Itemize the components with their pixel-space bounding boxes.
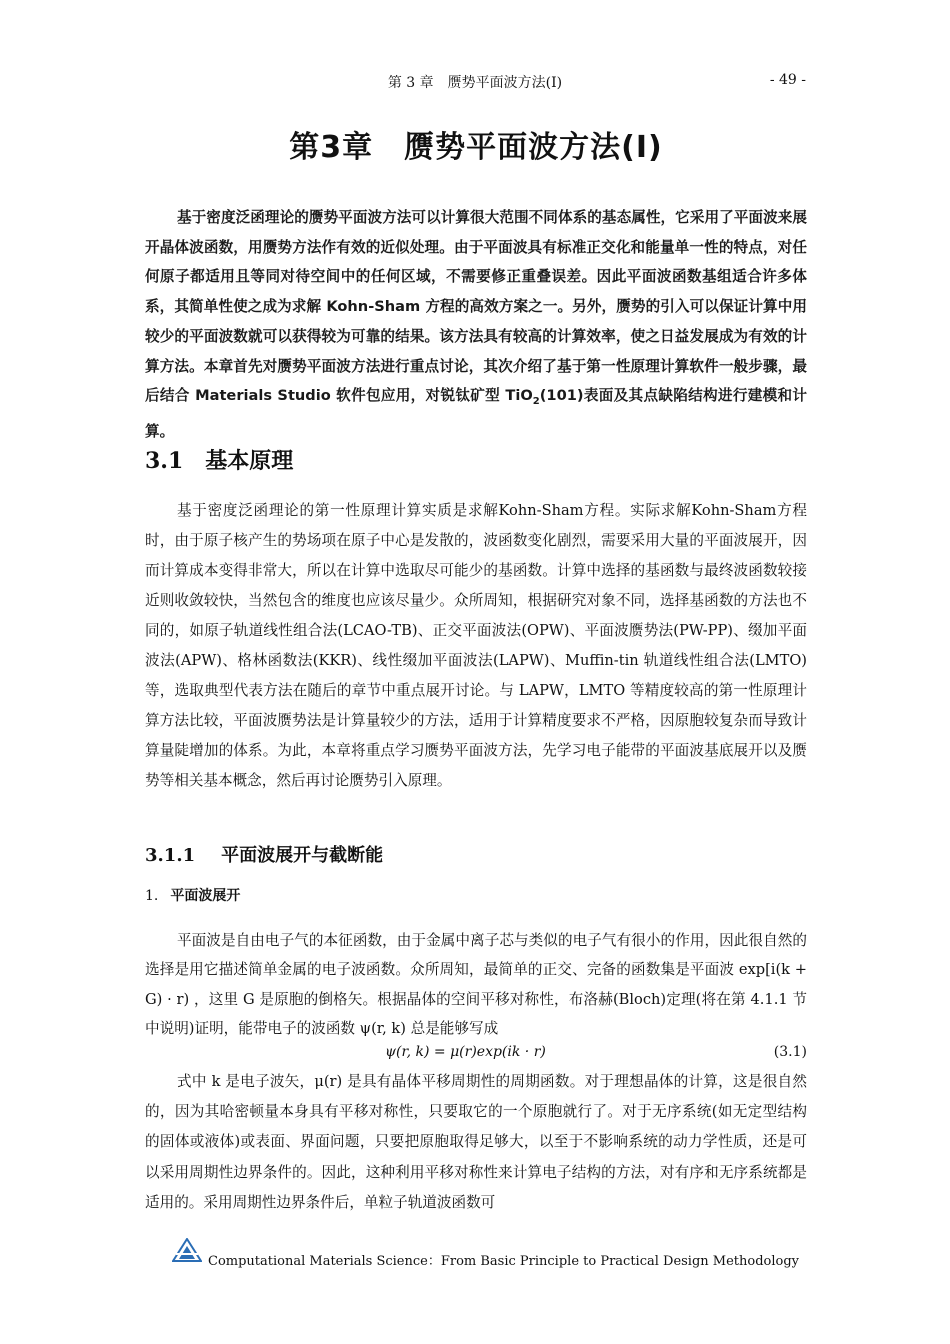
- section-heading-3-1-1: [145, 841, 383, 867]
- subsection-title: 平面波展开与截断能: [221, 845, 384, 866]
- intro-text-end: (101)表面及其点缺陷结构进行建模和计算。: [145, 387, 807, 440]
- section-heading-3-1: [145, 444, 293, 475]
- item-title: 平面波展开: [170, 888, 241, 904]
- item-number: 1.: [145, 888, 159, 904]
- section-3-1-paragraph: 基于密度泛函理论的第一性原理计算实质是求解Kohn-Sham方程。实际求解Kohn-Sham方程时，由于原子核产生的势场项在原子中心是发散的，波函数变化剧烈，需要采用大量的平面波展开，因而计算成本变得非常大，所以在计算中选取尽可能少的基函数。计算中选择的基函数与最终波函数较接近则收敛较快，当然包含的维度也应该尽量少。众所周知，根据研究对象不同，选择基函数的方法也不同的，如原子轨道线性组合法(LCAO-TB)、正交平面波法(OPW)、平面波赝势法(PW-PP)、缀加平面波法(APW)、格林函数法(KKR)、线性缀加平面波法(LAPW)、Muffin-tin 轨道线性组合法(LMTO)等，选取典型代表方法在随后的章节中重点展开讨论。与 LAPW，LMTO 等精度较高的第一性原理计算方法比较，平面波赝势法是计算量较少的方法，适用于计算精度要求不严格，因原胞较复杂而导致计算量陡增加的体系。为此，本章将重点学习赝势平面波方法，先学习电子能带的平面波基底展开以及赝势等相关基本概念，然后再讨论赝势引入原理。: [145, 502, 807, 789]
- subsection-number: 3.1.1: [145, 845, 196, 866]
- subsubsection-heading: [145, 885, 240, 905]
- plane-wave-paragraph: 平面波是自由电子气的本征函数，由于金属中离子芯与类似的电子气有很小的作用，因此很自然的选择是用它描述简单金属的电子波函数。众所周知，最简单的正交、完备的函数集是平面波 exp[i(k + G) · r) ，这里 G 是原胞的倒格矢。根据晶体的空间平移对称性，布洛赫(Bloch)定理(将在第 4.1.1 节中说明)证明，能带电子的波函数 ψ(r, k) 总是能够写成: [145, 932, 807, 1038]
- page-number: - 49 -: [769, 72, 806, 88]
- triangle-logo-icon: [172, 1238, 202, 1262]
- section-title: 基本原理: [205, 449, 294, 474]
- intro-text: 基于密度泛函理论的赝势平面波方法可以计算很大范围不同体系的基态属性，它采用了平面波来展开晶体波函数，用赝势方法作有效的近似处理。由于平面波具有标准正交化和能量单一性的特点，对任何原子都适用且等同对待空间中的任何区域，不需要修正重叠误差。因此平面波函数基组适合许多体系，其简单性使之成为求解 Kohn-Sham 方程的高效方案之一。另外，赝势的引入可以保证计算中用较少的平面波数就可以获得较为可靠的结果。该方法具有较高的计算效率，使之日益发展成为有效的计算方法。本章首先对赝势平面波方法进行重点讨论，其次介绍了基于第一性原理计算软件一般步骤，最后结合 Materials Studio 软件包应用，对锐钛矿型 TiO: [145, 209, 807, 405]
- chapter-intro: [145, 203, 807, 447]
- equation-number: (3.1): [773, 1044, 807, 1060]
- section-number: 3.1: [145, 448, 184, 474]
- chapter-title: 第3章 赝势平面波方法(I): [289, 130, 663, 165]
- footer-book-title: Computational Materials Science：From Basic Principle to Practical Design Methodology: [208, 1254, 800, 1269]
- post-equation-paragraph: 式中 k 是电子波矢，μ(r) 是具有晶体平移周期性的周期函数。对于理想晶体的计算，这是很自然的，因为其哈密顿量本身具有平移对称性，只要取它的一个原胞就行了。对于无序系统(如无定型结构的固体或液体)或表面、界面问题，只要把原胞取得足够大，以至于不影响系统的动力学性质，还是可以采用周期性边界条件的。因此，这种利用平移对称性来计算电子结构的方法，对有序和无序系统都是适用的。采用周期性边界条件后，单粒子轨道波函数可: [145, 1073, 807, 1211]
- equation-3-1: ψ(r, k) = μ(r)exp(ik · r): [385, 1044, 546, 1060]
- intro-subscript: 2: [532, 396, 540, 408]
- running-header-chapter: 第 3 章 赝势平面波方法(I): [387, 75, 563, 91]
